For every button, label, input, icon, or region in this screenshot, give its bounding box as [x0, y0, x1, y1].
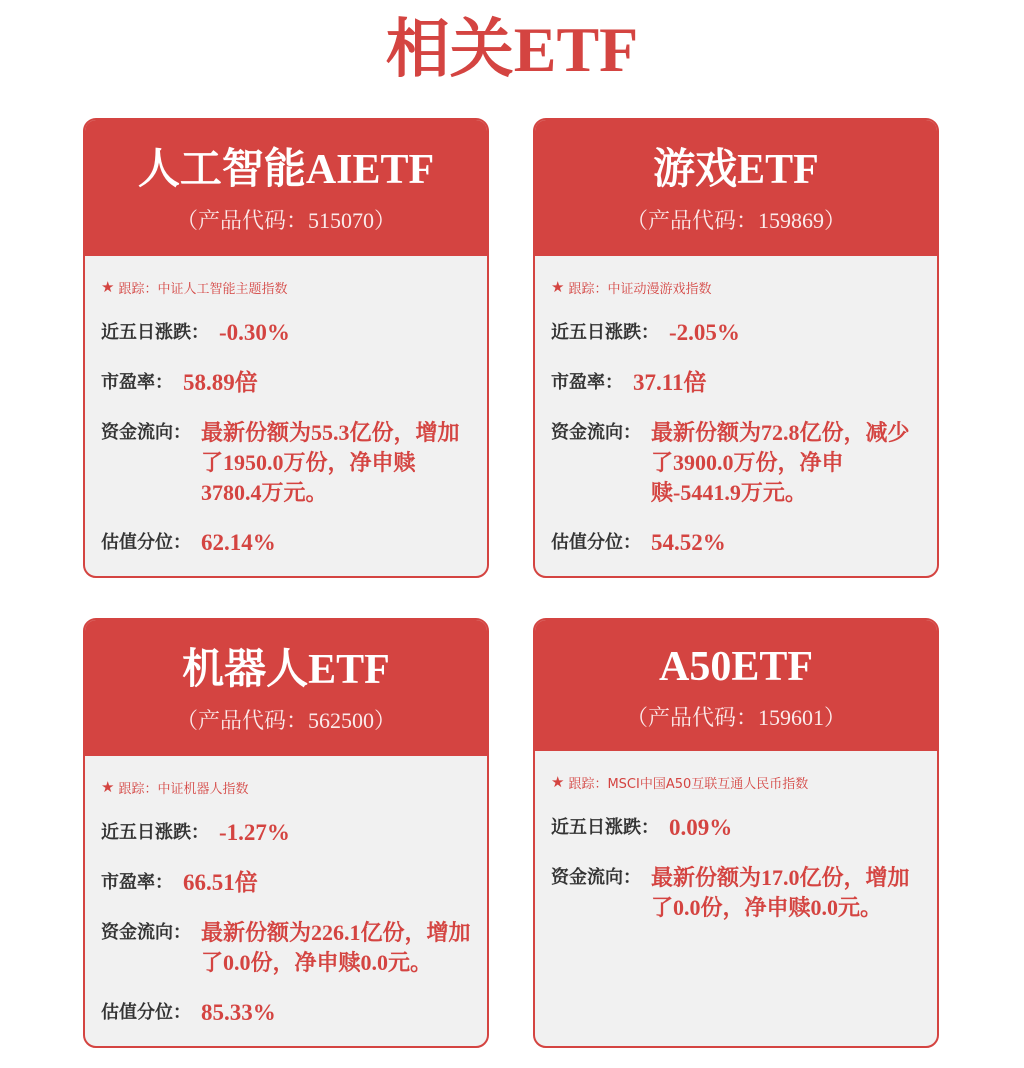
card-body	[535, 276, 937, 558]
valuation-label: 估值分位：	[101, 532, 191, 553]
etf-card-robot[interactable]	[83, 618, 489, 1048]
fund-flow-label: 资金流向：	[551, 422, 641, 443]
tracking-index-text: 跟踪：中证动漫游戏指数	[568, 281, 712, 297]
etf-code: （产品代码：562500）	[175, 708, 396, 733]
pe-value: 66.51倍	[183, 870, 258, 895]
etf-name: 人工智能AIETF	[137, 147, 435, 193]
card-body	[85, 776, 487, 1028]
pe-value: 58.89倍	[183, 370, 258, 395]
card-header	[535, 620, 937, 751]
page-title: 相关ETF	[385, 14, 639, 85]
valuation-value: 62.14%	[201, 530, 276, 555]
valuation-row	[101, 528, 471, 558]
five-day-row	[101, 818, 471, 848]
etf-code: （产品代码：515070）	[175, 208, 396, 233]
valuation-row	[101, 998, 471, 1028]
tracking-index-text: 跟踪：中证人工智能主题指数	[118, 281, 288, 297]
star-icon: ★	[551, 773, 565, 791]
five-day-row	[551, 813, 921, 843]
five-day-label: 近五日涨跌：	[551, 817, 659, 838]
five-day-value: 0.09%	[669, 815, 733, 840]
star-icon: ★	[101, 278, 115, 296]
pe-label: 市盈率：	[551, 372, 623, 393]
card-header	[535, 120, 937, 256]
fund-flow-row	[551, 863, 921, 923]
valuation-value: 85.33%	[201, 1000, 276, 1025]
pe-value: 37.11倍	[633, 370, 707, 395]
fund-flow-row	[551, 418, 921, 508]
star-icon: ★	[551, 278, 565, 296]
etf-card-a50[interactable]	[533, 618, 939, 1048]
etf-code: （产品代码：159601）	[625, 705, 846, 730]
pe-label: 市盈率：	[101, 872, 173, 893]
five-day-value: -1.27%	[219, 820, 290, 845]
tracking-index	[551, 276, 921, 298]
five-day-label: 近五日涨跌：	[101, 822, 209, 843]
five-day-row	[551, 318, 921, 348]
card-header	[85, 120, 487, 256]
card-body	[85, 276, 487, 558]
star-icon: ★	[101, 778, 115, 796]
fund-flow-label: 资金流向：	[101, 422, 191, 443]
fund-flow-value: 最新份额为72.8亿份，减少了3900.0万份，净申赎-5441.9万元。	[651, 420, 910, 505]
etf-code: （产品代码：159869）	[625, 208, 846, 233]
tracking-index-text: 跟踪：MSCI中国A50互联互通人民币指数	[568, 776, 809, 792]
pe-row	[551, 368, 921, 398]
pe-row	[101, 368, 471, 398]
five-day-label: 近五日涨跌：	[101, 322, 209, 343]
fund-flow-row	[101, 918, 471, 978]
etf-name: A50ETF	[658, 644, 813, 690]
tracking-index-text: 跟踪：中证机器人指数	[118, 781, 249, 797]
tracking-index	[551, 771, 921, 793]
pe-row	[101, 868, 471, 898]
fund-flow-value: 最新份额为55.3亿份，增加了1950.0万份，净申赎3780.4万元。	[201, 420, 460, 505]
valuation-label: 估值分位：	[101, 1002, 191, 1023]
card-header	[85, 620, 487, 756]
fund-flow-value: 最新份额为17.0亿份，增加了0.0份，净申赎0.0元。	[651, 865, 910, 920]
fund-flow-row	[101, 418, 471, 508]
pe-label: 市盈率：	[101, 372, 173, 393]
tracking-index	[101, 276, 471, 298]
five-day-row	[101, 318, 471, 348]
etf-card-ai[interactable]	[83, 118, 489, 578]
card-body	[535, 771, 937, 923]
five-day-value: -0.30%	[219, 320, 290, 345]
fund-flow-value: 最新份额为226.1亿份，增加了0.0份，净申赎0.0元。	[201, 920, 471, 975]
fund-flow-label: 资金流向：	[101, 922, 191, 943]
fund-flow-label: 资金流向：	[551, 867, 641, 888]
five-day-value: -2.05%	[669, 320, 740, 345]
tracking-index	[101, 776, 471, 798]
etf-name: 机器人ETF	[182, 647, 390, 693]
valuation-label: 估值分位：	[551, 532, 641, 553]
valuation-row	[551, 528, 921, 558]
etf-name: 游戏ETF	[653, 147, 819, 193]
etf-card-game[interactable]	[533, 118, 939, 578]
valuation-value: 54.52%	[651, 530, 726, 555]
five-day-label: 近五日涨跌：	[551, 322, 659, 343]
